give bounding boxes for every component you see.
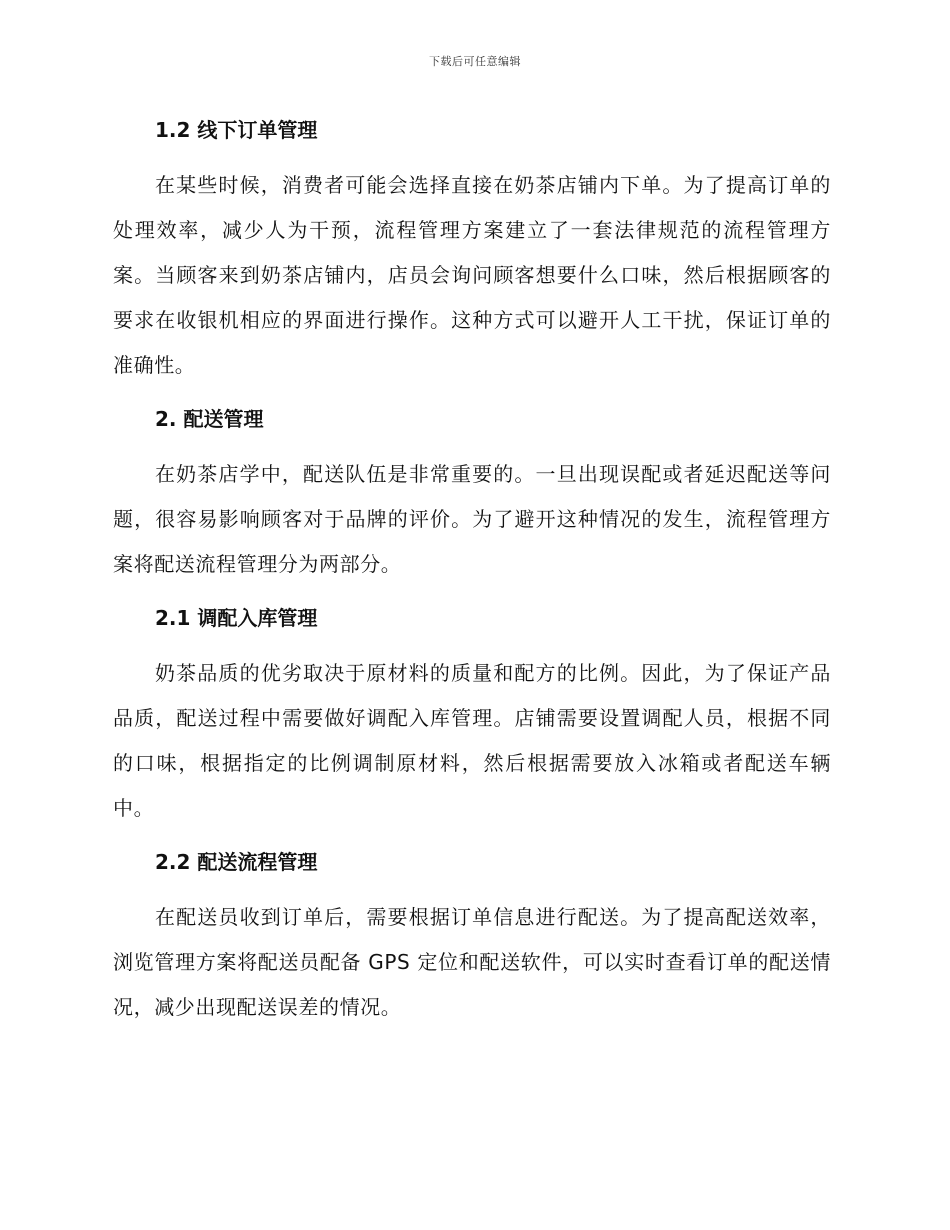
section-heading-stock-allocation: 2.1 调配入库管理 (155, 606, 318, 630)
section-heading-offline-orders: 1.2 线下订单管理 (155, 118, 318, 142)
section-paragraph-delivery-process: 在配送员收到订单后，需要根据订单信息进行配送。为了提高配送效率，浏览管理方案将配送员配备 GPS 定位和配送软件，可以实时查看订单的配送情况，减少出现配送误差的情况。 (113, 905, 831, 1019)
document-body (113, 107, 831, 1030)
section-heading-delivery-process: 2.2 配送流程管理 (155, 850, 318, 874)
section-paragraph-offline-orders: 在某些时候，消费者可能会选择直接在奶茶店铺内下单。为了提高订单的处理效率，减少人为干预，流程管理方案建立了一套法律规范的流程管理方案。当顾客来到奶茶店铺内，店员会询问顾客想要什么口味，然后根据顾客的要求在收银机相应的界面进行操作。这种方式可以避开人工干扰，保证订单的准确性。 (113, 173, 831, 377)
section-paragraph-stock-allocation: 奶茶品质的优劣取决于原材料的质量和配方的比例。因此，为了保证产品品质，配送过程中需要做好调配入库管理。店铺需要设置调配人员，根据不同的口味，根据指定的比例调制原材料，然后根据需要放入冰箱或者配送车辆中。 (113, 661, 831, 820)
section-heading-delivery: 2. 配送管理 (155, 407, 264, 431)
page-header: 下载后可任意编辑 (429, 55, 521, 68)
section-paragraph-delivery: 在奶茶店学中，配送队伍是非常重要的。一旦出现误配或者延迟配送等问题，很容易影响顾客对于品牌的评价。为了避开这种情况的发生，流程管理方案将配送流程管理分为两部分。 (113, 462, 831, 576)
